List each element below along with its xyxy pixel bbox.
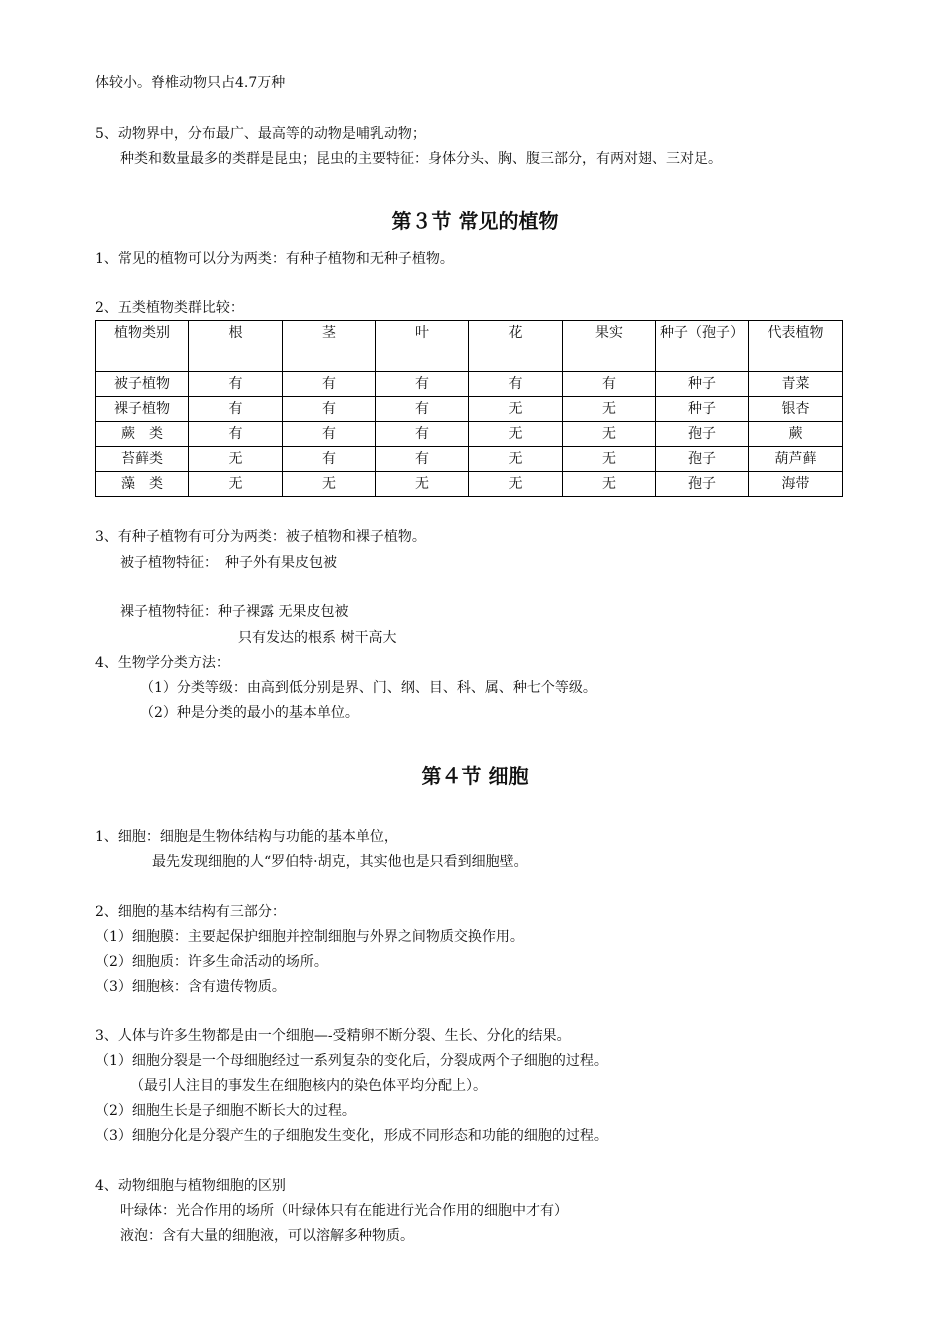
- table-cell: 有: [376, 422, 469, 447]
- table-row: [96, 372, 843, 397]
- text-line: 体较小。脊椎动物只占4.7万种: [95, 75, 286, 91]
- text-line: （1）细胞分裂是一个母细胞经过一系列复杂的变化后，分裂成两个子细胞的过程。: [95, 1053, 608, 1069]
- table-cell: 种子: [656, 372, 749, 397]
- text-line: 裸子植物特征：种子裸露 无果皮包被: [120, 604, 349, 620]
- text-line: 3、有种子植物有可分为两类：被子植物和裸子植物。: [95, 529, 426, 545]
- plant-comparison-table: [95, 320, 843, 497]
- table-cell: 葫芦藓: [749, 447, 843, 472]
- table-cell: 蕨: [749, 422, 843, 447]
- text-line: 2、细胞的基本结构有三部分：: [95, 904, 286, 920]
- table-cell: 被子植物: [96, 372, 189, 397]
- table-cell: 有: [189, 372, 283, 397]
- table-cell: 有: [563, 372, 656, 397]
- table-cell: 无: [469, 397, 563, 422]
- text-line: （1）分类等级：由高到低分别是界、门、纲、目、科、属、种七个等级。: [140, 680, 597, 696]
- table-cell: 有: [376, 397, 469, 422]
- table-cell: 孢子: [656, 422, 749, 447]
- table-cell: 藻 类: [96, 472, 189, 497]
- table-cell: 青菜: [749, 372, 843, 397]
- table-cell: 无: [469, 472, 563, 497]
- table-cell: 裸子植物: [96, 397, 189, 422]
- table-cell: 有: [283, 422, 376, 447]
- table-cell: 有: [469, 372, 563, 397]
- text-line: （2）种是分类的最小的基本单位。: [140, 705, 359, 721]
- table-cell: 无: [563, 397, 656, 422]
- table-cell: 无: [469, 422, 563, 447]
- table-cell: 无: [189, 447, 283, 472]
- text-line: （1）细胞膜：主要起保护细胞并控制细胞与外界之间物质交换作用。: [95, 929, 524, 945]
- section-3-title: 第３节 常见的植物: [391, 209, 559, 233]
- table-header-cell: 种子（孢子）: [656, 321, 749, 372]
- table-cell: 有: [189, 422, 283, 447]
- table-cell: 孢子: [656, 472, 749, 497]
- text-line: 2、五类植物类群比较：: [95, 300, 244, 316]
- text-line: 被子植物特征： 种子外有果皮包被: [120, 555, 337, 571]
- table-cell: 无: [563, 447, 656, 472]
- table-header-cell: 叶: [376, 321, 469, 372]
- table-row: [96, 472, 843, 497]
- table-header-cell: 茎: [283, 321, 376, 372]
- table-row: [96, 447, 843, 472]
- table-header-cell: 植物类别: [96, 321, 189, 372]
- text-line: 只有发达的根系 树干高大: [238, 630, 397, 646]
- table-cell: 银杏: [749, 397, 843, 422]
- section-4-title: 第４节 细胞: [421, 764, 529, 788]
- text-line: （2）细胞质：许多生命活动的场所。: [95, 954, 328, 970]
- table-cell: 无: [189, 472, 283, 497]
- table-cell: 无: [563, 422, 656, 447]
- table-cell: 孢子: [656, 447, 749, 472]
- table-cell: 有: [189, 397, 283, 422]
- table-row: [96, 422, 843, 447]
- text-line: 4、动物细胞与植物细胞的区别: [95, 1178, 286, 1194]
- table-header-cell: 代表植物: [749, 321, 843, 372]
- text-line: （最引人注目的事发生在细胞核内的染色体平均分配上）。: [130, 1078, 487, 1094]
- table-cell: 有: [376, 447, 469, 472]
- table-row: [96, 397, 843, 422]
- table-cell: 无: [469, 447, 563, 472]
- table-cell: 有: [283, 397, 376, 422]
- table-cell: 无: [376, 472, 469, 497]
- table-header-row: [96, 321, 843, 372]
- table-cell: 有: [283, 447, 376, 472]
- table-cell: 无: [563, 472, 656, 497]
- text-line: 种类和数量最多的类群是昆虫；昆虫的主要特征：身体分头、胸、腹三部分，有两对翅、三对足。: [120, 151, 722, 167]
- table-cell: 蕨 类: [96, 422, 189, 447]
- text-line: 4、生物学分类方法：: [95, 655, 230, 671]
- table-header-cell: 果实: [563, 321, 656, 372]
- text-line: （3）细胞分化是分裂产生的子细胞发生变化，形成不同形态和功能的细胞的过程。: [95, 1128, 608, 1144]
- table-cell: 有: [376, 372, 469, 397]
- text-line: （2）细胞生长是子细胞不断长大的过程。: [95, 1103, 356, 1119]
- text-line: 叶绿体：光合作用的场所（叶绿体只有在能进行光合作用的细胞中才有）: [120, 1203, 568, 1219]
- table-cell: 有: [283, 372, 376, 397]
- text-line: 1、细胞：细胞是生物体结构与功能的基本单位，: [95, 829, 398, 845]
- text-line: 3、人体与许多生物都是由一个细胞—-受精卵不断分裂、生长、分化的结果。: [95, 1028, 571, 1044]
- text-line: 1、常见的植物可以分为两类：有种子植物和无种子植物。: [95, 251, 454, 267]
- text-line: 最先发现细胞的人“罗伯特·胡克，其实他也是只看到细胞壁。: [152, 854, 528, 870]
- text-line: （3）细胞核：含有遗传物质。: [95, 979, 286, 995]
- table-cell: 海带: [749, 472, 843, 497]
- table-header-cell: 花: [469, 321, 563, 372]
- text-line: 液泡：含有大量的细胞液，可以溶解多种物质。: [120, 1228, 414, 1244]
- text-line: 5、动物界中，分布最广、最高等的动物是哺乳动物；: [95, 126, 426, 142]
- table-cell: 种子: [656, 397, 749, 422]
- table-header-cell: 根: [189, 321, 283, 372]
- table-cell: 无: [283, 472, 376, 497]
- table-cell: 苔藓类: [96, 447, 189, 472]
